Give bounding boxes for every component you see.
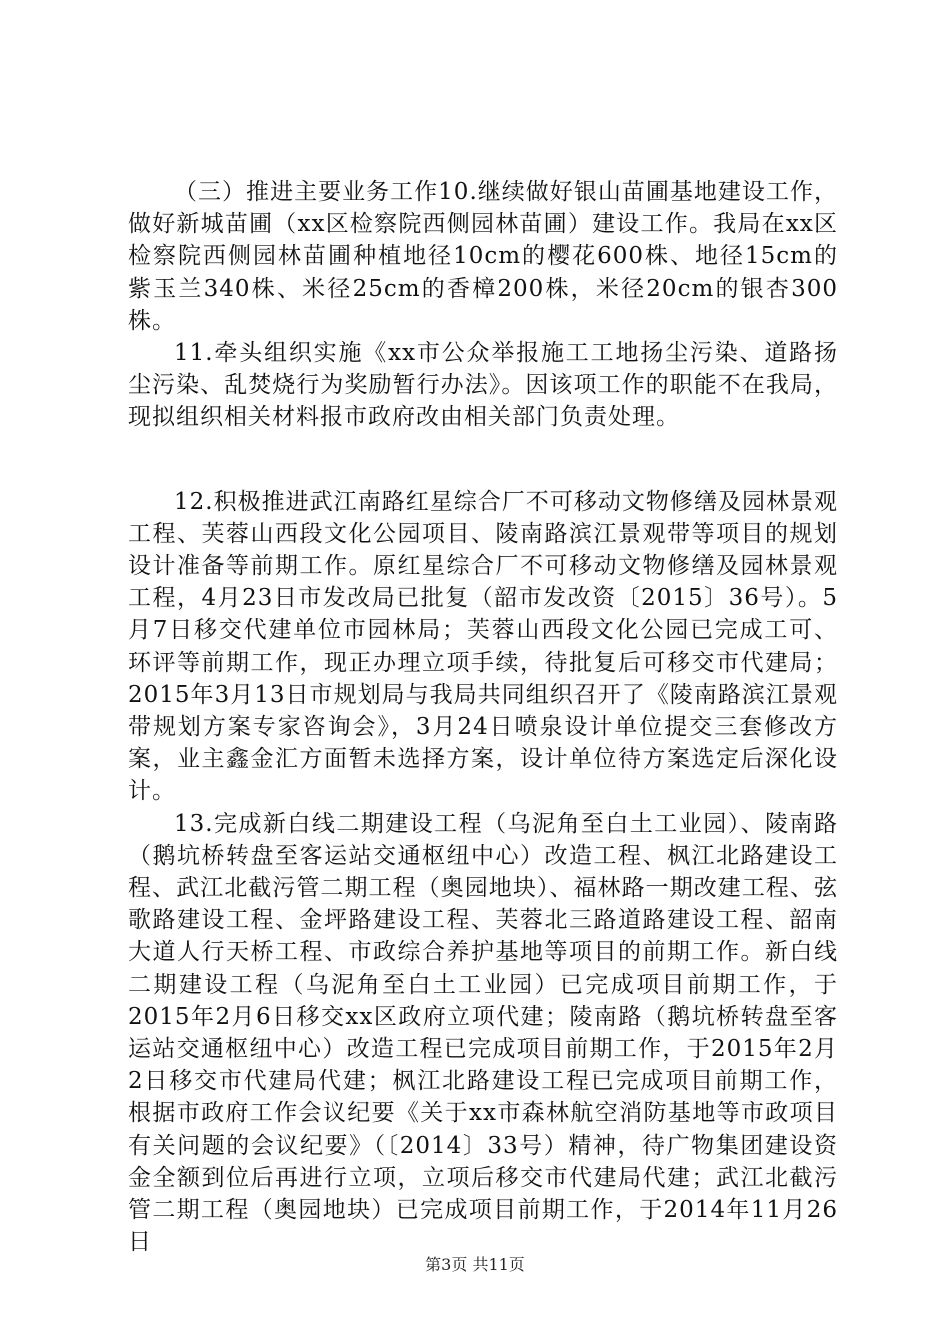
paragraph-item-12: 12.积极推进武江南路红星综合厂不可移动文物修缮及园林景观工程、芙蓉山西段文化公园项目、陵南路滨江景观带等项目的规划设计准备等前期工作。原红星综合厂不可移动文物修缮及园林景观工程，4月23日市发改局已批复（韶市发改资〔2015〕36号）。5月7日移交代建单位市园林局；芙蓉山西段文化公园已完成工可、环评等前期工作，现正办理立项手续，待批复后可移交市代建局；2015年3月13日市规划局与我局共同组织召开了《陵南路滨江景观带规划方案专家咨询会》，3月24日喷泉设计单位提交三套修改方案，业主鑫金汇方面暂未选择方案，设计单位待方案选定后深化设计。 xyxy=(128,488,838,805)
paragraph-item-13: 13.完成新白线二期建设工程（乌泥角至白土工业园）、陵南路（鹅坑桥转盘至客运站交通枢纽中心）改造工程、枫江北路建设工程、武江北截污管二期工程（奥园地块）、福林路一期改建工程、弦歌路建设工程、金坪路建设工程、芙蓉北三路道路建设工程、韶南大道人行天桥工程、市政综合养护基地等项目的前期工作。新白线二期建设工程（乌泥角至白土工业园）已完成项目前期工作，于2015年2月6日移交xx区政府立项代建；陵南路（鹅坑桥转盘至客运站交通枢纽中心）改造工程已完成项目前期工作，于2015年2月2日移交市代建局代建；枫江北路建设工程已完成项目前期工作，根据市政府工作会议纪要《关于xx市森林航空消防基地等市政项目有关问题的会议纪要》（〔2014〕33号）精神，待广物集团建设资金全额到位后再进行立项，立项后移交市代建局代建；武江北截污管二期工程（奥园地块）已完成项目前期工作，于2014年11月26日 xyxy=(128,810,838,1256)
page-footer: 第3页 共11页 xyxy=(425,1255,525,1274)
document-body xyxy=(128,176,838,1259)
paragraph-section-3-item-10: （三）推进主要业务工作10.继续做好银山苗圃基地建设工作，做好新城苗圃（xx区检察院西侧园林苗圃）建设工作。我局在xx区检察院西侧园林苗圃种植地径10cm的樱花600株、地径15cm的紫玉兰340株、米径25cm的香樟200株，米径20cm的银杏300株。 xyxy=(128,179,838,334)
paragraph-item-11: 11.牵头组织实施《xx市公众举报施工工地扬尘污染、道路扬尘污染、乱焚烧行为奖励暂行办法》。因该项工作的职能不在我局，现拟组织相关材料报市政府改由相关部门负责处理。 xyxy=(128,340,838,431)
